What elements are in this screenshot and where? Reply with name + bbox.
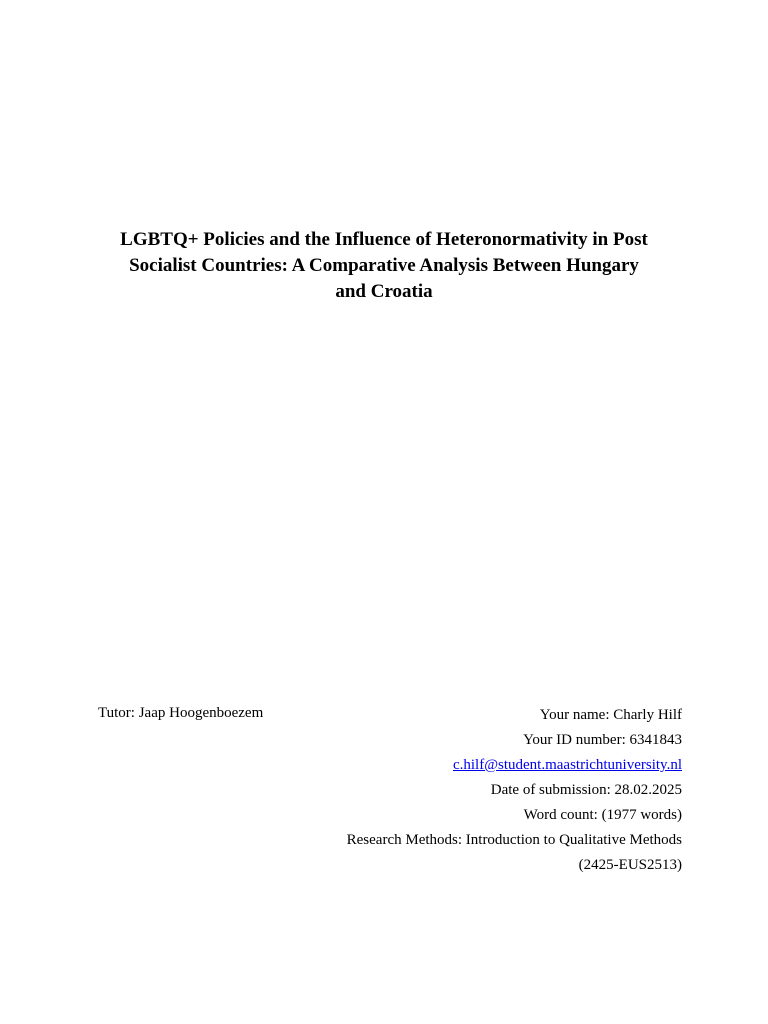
author-id-number: Your ID number: 6341843 (523, 732, 682, 748)
course-name: Research Methods: Introduction to Qualitative Methods (346, 832, 682, 848)
author-details (262, 703, 682, 878)
author-name: Your name: Charly Hilf (539, 707, 682, 723)
author-email-link[interactable]: c.hilf@student.maastrichtuniversity.nl (452, 757, 682, 773)
title-line-2: Socialist Countries: A Comparative Analysis Between Hungary (129, 255, 639, 276)
course-code: (2425-EUS2513) (578, 857, 682, 873)
word-count: Word count: (1977 words) (523, 807, 682, 823)
tutor-name: Tutor: Jaap Hoogenboezem (98, 705, 264, 721)
title-line-1: LGBTQ+ Policies and the Influence of Heteronormativity in Post (120, 229, 648, 250)
document-title (86, 227, 682, 305)
author-email-row (262, 753, 682, 778)
title-line-3: and Croatia (335, 281, 433, 302)
submission-date: Date of submission: 28.02.2025 (490, 782, 682, 798)
